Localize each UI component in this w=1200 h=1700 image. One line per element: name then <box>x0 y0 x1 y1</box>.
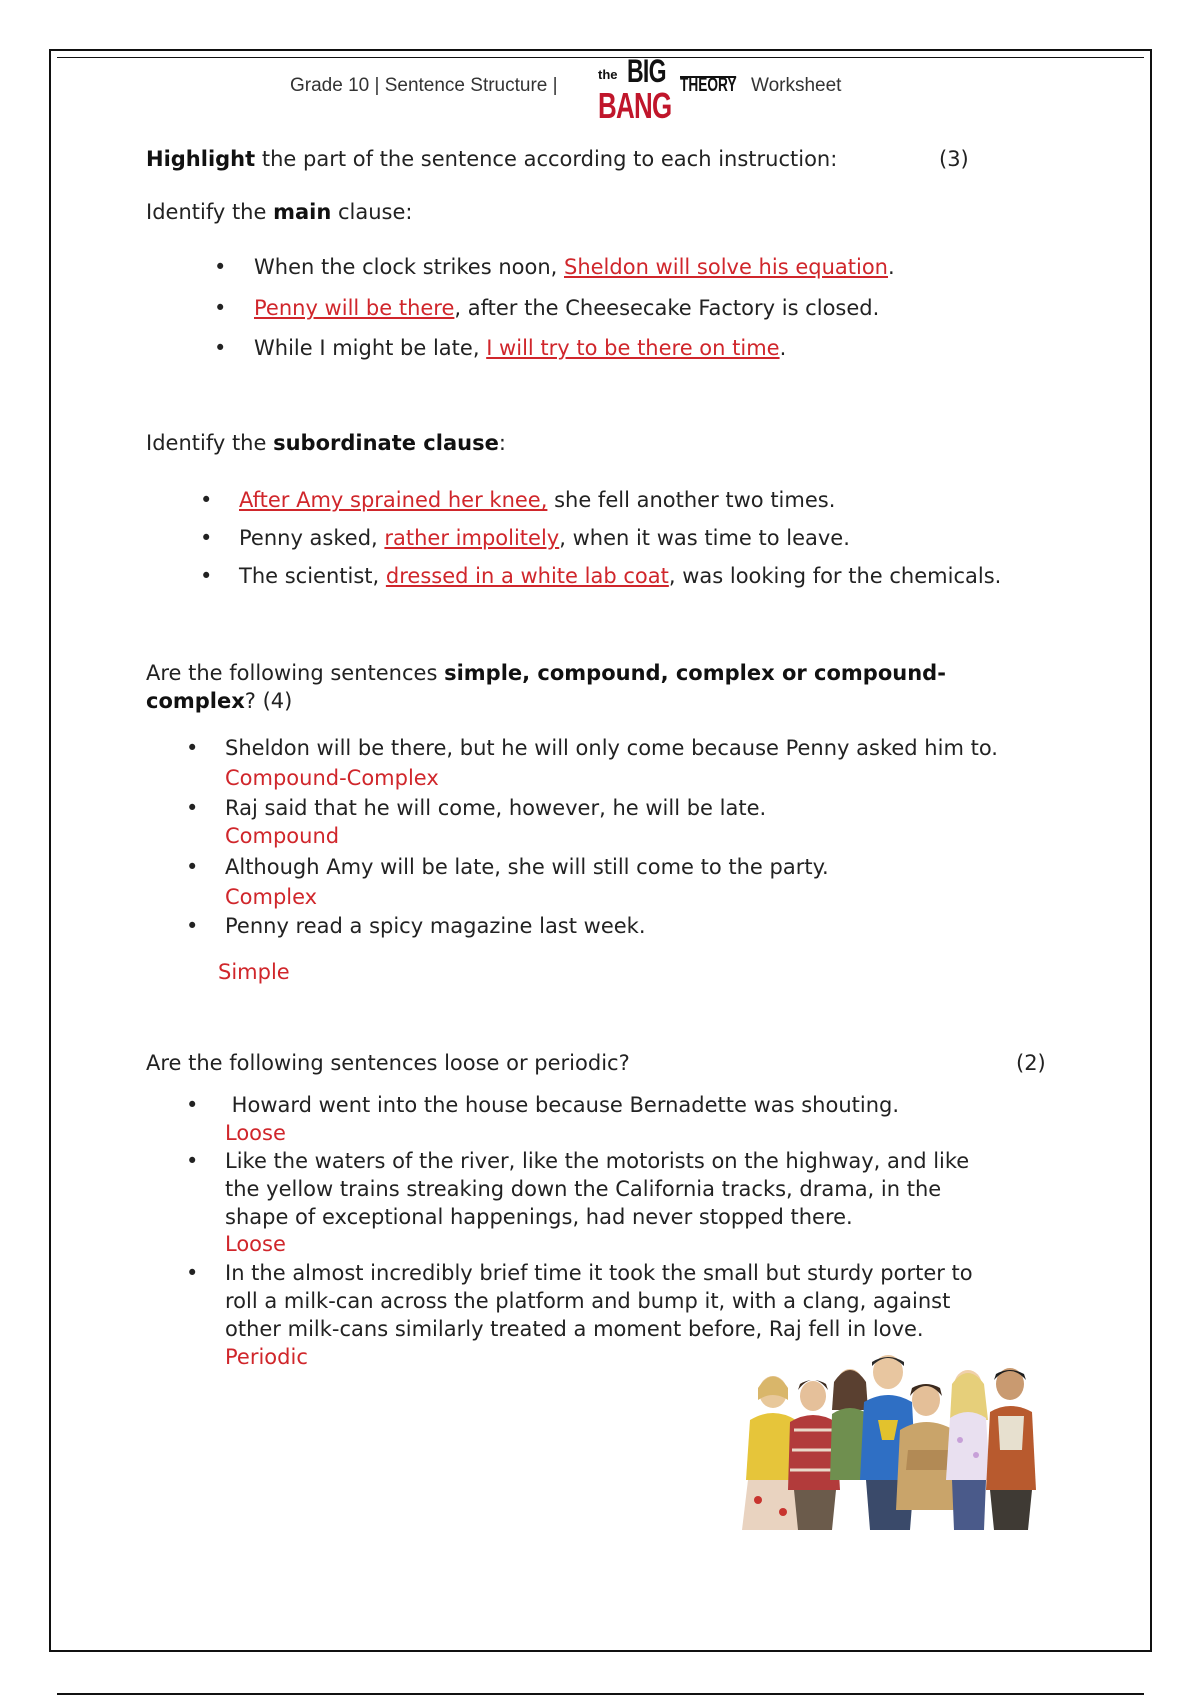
bullet: • <box>186 855 199 879</box>
instruction-line: Highlight the part of the sentence according to each instruction: <box>146 147 838 171</box>
subordinate-item-3: The scientist, dressed in a white lab coat, was looking for the chemicals. <box>239 564 1002 588</box>
sentence-types-question-line1: Are the following sentences simple, compound, complex or compound- <box>146 661 946 685</box>
logo-theory: THEORY <box>680 75 737 96</box>
sentence-type-item-2: Raj said that he will come, however, he will be late. <box>225 796 767 820</box>
logo-bang: BANG <box>598 85 672 126</box>
loose-periodic-item-3-line1: In the almost incredibly brief time it took the small but sturdy porter to <box>225 1261 973 1285</box>
main-clause-item-1: When the clock strikes noon, Sheldon will solve his equation. <box>254 255 895 279</box>
subordinate-item-2: Penny asked, rather impolitely, when it was time to leave. <box>239 526 850 550</box>
loose-periodic-item-2-line1: Like the waters of the river, like the motorists on the highway, and like <box>225 1149 970 1173</box>
main-clause-heading: Identify the main clause: <box>146 200 413 224</box>
bullet: • <box>214 296 227 320</box>
big-bang-logo <box>598 53 680 126</box>
loose-periodic-item-2-line3: shape of exceptional happenings, had never stopped there. <box>225 1205 853 1229</box>
loose-periodic-answer-1: Loose <box>225 1121 286 1145</box>
bullet: • <box>186 736 199 760</box>
bullet: • <box>186 796 199 820</box>
loose-periodic-marks: (2) <box>1016 1051 1046 1075</box>
loose-periodic-answer-3: Periodic <box>225 1345 308 1369</box>
figure-7 <box>986 1368 1036 1530</box>
sentence-type-answer-1: Compound-Complex <box>225 766 439 790</box>
sentence-type-answer-4: Simple <box>218 960 290 984</box>
bullet: • <box>186 1149 199 1173</box>
bullet: • <box>200 526 213 550</box>
loose-periodic-item-3-line2: roll a milk-can across the platform and bump it, with a clang, against <box>225 1289 951 1313</box>
sentence-type-answer-3: Complex <box>225 885 318 909</box>
subordinate-item-1: After Amy sprained her knee, she fell another two times. <box>239 488 836 512</box>
bullet: • <box>200 488 213 512</box>
loose-periodic-item-2-line2: the yellow trains streaking down the California tracks, drama, in the <box>225 1177 942 1201</box>
instruction-marks: (3) <box>939 147 969 171</box>
main-clause-item-3: While I might be late, I will try to be there on time. <box>254 336 787 360</box>
bullet: • <box>214 336 227 360</box>
bullet: • <box>186 914 199 938</box>
footer-rule <box>57 1693 1144 1695</box>
bullet: • <box>200 564 213 588</box>
sentence-type-item-4: Penny read a spicy magazine last week. <box>225 914 646 938</box>
cast-photo <box>728 1340 1063 1530</box>
logo-big: BIG <box>627 53 666 89</box>
loose-periodic-answer-2: Loose <box>225 1232 286 1256</box>
bullet: • <box>186 1093 199 1117</box>
header-subject: Grade 10 | Sentence Structure | <box>290 75 558 96</box>
subordinate-clause-heading: Identify the subordinate clause: <box>146 431 506 455</box>
loose-periodic-item-1: Howard went into the house because Bernadette was shouting. <box>225 1093 900 1117</box>
sentence-type-item-3: Although Amy will be late, she will still come to the party. <box>225 855 829 879</box>
sentence-type-item-1: Sheldon will be there, but he will only come because Penny asked him to. <box>225 736 998 760</box>
bullet: • <box>186 1261 199 1285</box>
loose-periodic-item-3-line3: other milk-cans similarly treated a moment before, Raj fell in love. <box>225 1317 924 1341</box>
header-worksheet: Worksheet <box>751 75 842 96</box>
sentence-types-question-line2: complex? (4) <box>146 689 293 713</box>
sentence-type-answer-2: Compound <box>225 824 340 848</box>
main-clause-item-2: Penny will be there, after the Cheesecake Factory is closed. <box>254 296 880 320</box>
loose-periodic-question: Are the following sentences loose or periodic? <box>146 1051 630 1075</box>
logo-the: the <box>598 67 618 82</box>
bullet: • <box>214 255 227 279</box>
